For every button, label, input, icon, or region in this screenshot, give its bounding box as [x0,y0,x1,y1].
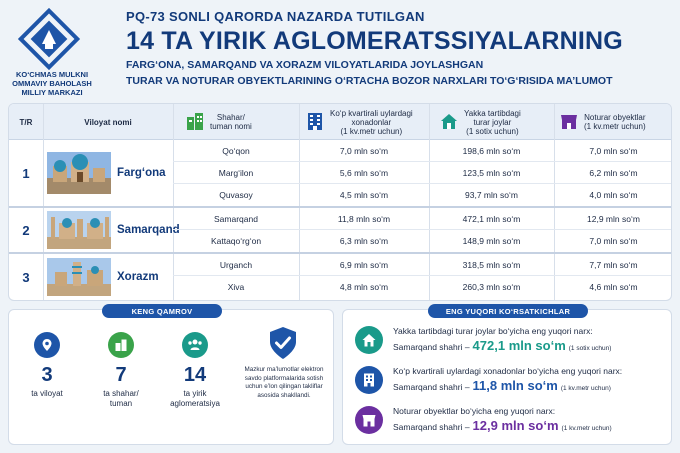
row-number: 1 [22,165,30,181]
shop-icon [559,111,579,133]
nonres-price-cell: 6,2 mln so‘m [589,168,638,178]
row-number: 3 [22,269,30,285]
region-cell [43,254,173,300]
highest-title: ENG YUQORI KO‘RSATKICHLAR [428,304,588,318]
table-row [173,184,672,206]
region-name: Farg‘ona [117,167,166,179]
apartment-price-cell: 4,8 mln so‘m [339,282,389,292]
city-cell: Quvasoy [219,190,253,200]
nonres-price-cell: 4,0 mln so‘m [589,190,638,200]
region-name: Samarqand [117,224,180,236]
coverage-panel [8,306,334,445]
header-apartments: Ko‘p kvartirali uylardagi xonadonlar (1 kv.metr uchun) [305,104,430,140]
apartment-price-cell: 6,3 mln so‘m [339,236,389,246]
coverage-title: KENG QAMROV [102,304,222,318]
stat-value: 3 [41,364,53,386]
house-icon [355,326,383,354]
subtitle-line-2: TURAR VA NOTURAR OBYEKTLARINING O‘RTACHA BOZOR NARXLARI TO‘G‘RISIDA MA’LUMOT [126,75,613,87]
org-logo-icon [18,8,80,70]
table-row [173,162,672,184]
highest-house-item [355,324,665,358]
apartment-price-cell: 7,0 mln so‘m [339,146,389,156]
highest-panel [342,306,672,445]
xorazm-photo [47,258,111,296]
map-pin-icon [34,332,60,358]
apartment-price-cell: 11,8 mln so‘m [337,214,391,224]
buildings-icon [108,332,134,358]
header-houses: Yakka tartibdagi turar joylar (1 sotix uchun) [439,104,549,140]
decree-line: PQ-73 SONLI QARORDA NAZARDA TUTILGAN [126,9,425,24]
header-num: T/R [19,117,33,127]
subtitle-line-1: FARG‘ONA, SAMARQAND VA XORAZM VILOYATLARIDA JOYLASHGAN [126,59,484,71]
table-header [9,104,672,140]
price-table [8,103,672,301]
stat-label: ta yirik aglomeratsiya [170,389,220,408]
highest-label: Yakka tartibdagi turar joylar bo‘yicha eng yuqori narx: [393,326,593,336]
city-cell: Xiva [227,282,245,292]
house-price-cell: 148,9 mln so‘m [462,236,521,246]
apartment-price-cell: 5,6 mln so‘m [339,168,389,178]
house-price-cell: 260,3 mln so‘m [462,282,521,292]
header-city: Shahar/ tuman nomi [185,104,295,140]
highest-label: Ko‘p kvartirali uylardagi xonadonlar bo‘yicha eng yuqori narx: [393,366,623,376]
buildings-icon [185,111,205,133]
highest-label: Noturar obyektlar bo‘yicha eng yuqori narx: [393,406,556,416]
stat-agglomerations [161,332,229,409]
house-icon [439,111,459,133]
stat-cities [87,332,155,409]
nonres-price-cell: 7,0 mln so‘m [589,146,638,156]
nonres-price-cell: 7,0 mln so‘m [589,236,638,246]
house-price-cell: 472,1 mln so‘m [462,214,521,224]
org-name: KO‘CHMAS MULKNI OMMAVIY BAHOLASH MILLIY MARKAZI [12,70,92,97]
highest-value: 472,1 mln so‘m [472,338,566,353]
highest-apartment-item [355,364,665,398]
table-row [173,276,672,298]
region-group-xorazm [9,254,672,301]
highest-value-line: Samarqand shahri – 11,8 mln so‘m (1 kv.metr uchun) [393,378,611,393]
nonres-price-cell: 4,6 mln so‘m [589,282,638,292]
row-number: 2 [22,222,30,238]
house-price-cell: 198,6 mln so‘m [462,146,521,156]
region-group-fargona [9,140,672,208]
highest-value-line: Samarqand shahri – 12,9 mln so‘m (1 kv.metr uchun) [393,418,612,433]
highest-value-line: Samarqand shahri – 472,1 mln so‘m (1 sotix uchun) [393,338,612,353]
header [0,0,680,105]
table-row [173,230,672,252]
stat-label: ta shahar/ tuman [103,389,139,408]
header-region: Viloyat nomi [84,117,132,127]
region-group-samarqand [9,208,672,254]
header-nonresidential: Noturar obyektlar (1 kv.metr uchun) [559,104,671,140]
region-name: Xorazm [117,271,159,283]
highest-value: 11,8 mln so‘m [472,378,558,393]
apartment-building-icon [305,111,325,133]
table-row [173,254,672,276]
shield-check-icon [268,326,298,365]
nonres-price-cell: 7,7 mln so‘m [589,260,638,270]
stat-value: 7 [115,364,127,386]
city-cell: Samarqand [214,214,258,224]
table-row [173,140,672,162]
samarqand-photo [47,211,111,249]
highest-value: 12,9 mln so‘m [472,418,559,433]
page-title: 14 TA YIRIK AGLOMERATSSIYALARNING [126,27,623,55]
highest-nonres-item [355,404,665,438]
apartment-price-cell: 4,5 mln so‘m [339,190,389,200]
city-cell: Qo‘qon [222,146,250,156]
apartment-building-icon [355,366,383,394]
stat-label: ta viloyat [31,389,63,398]
stat-value: 14 [183,364,207,386]
people-icon [182,332,208,358]
stat-regions [13,332,81,399]
shop-icon [355,406,383,434]
fargona-photo [47,152,111,194]
house-price-cell: 123,5 mln so‘m [462,168,521,178]
region-cell [43,208,180,252]
data-source-note: Mazkur ma’lumotlar elektron savdo platformalarida sotish uchun e’lon qilingan takliflar asosida shakllandi. [244,366,324,399]
nonres-price-cell: 12,9 mln so‘m [587,214,640,224]
house-price-cell: 93,7 mln so‘m [465,190,518,200]
house-price-cell: 318,5 mln so‘m [462,260,521,270]
table-row [173,208,672,230]
city-cell: Kattaqo‘rg‘on [210,236,262,246]
apartment-price-cell: 6,9 mln so‘m [339,260,389,270]
city-cell: Urganch [219,260,253,270]
region-cell [43,140,173,206]
city-cell: Marg‘ilon [218,168,254,178]
